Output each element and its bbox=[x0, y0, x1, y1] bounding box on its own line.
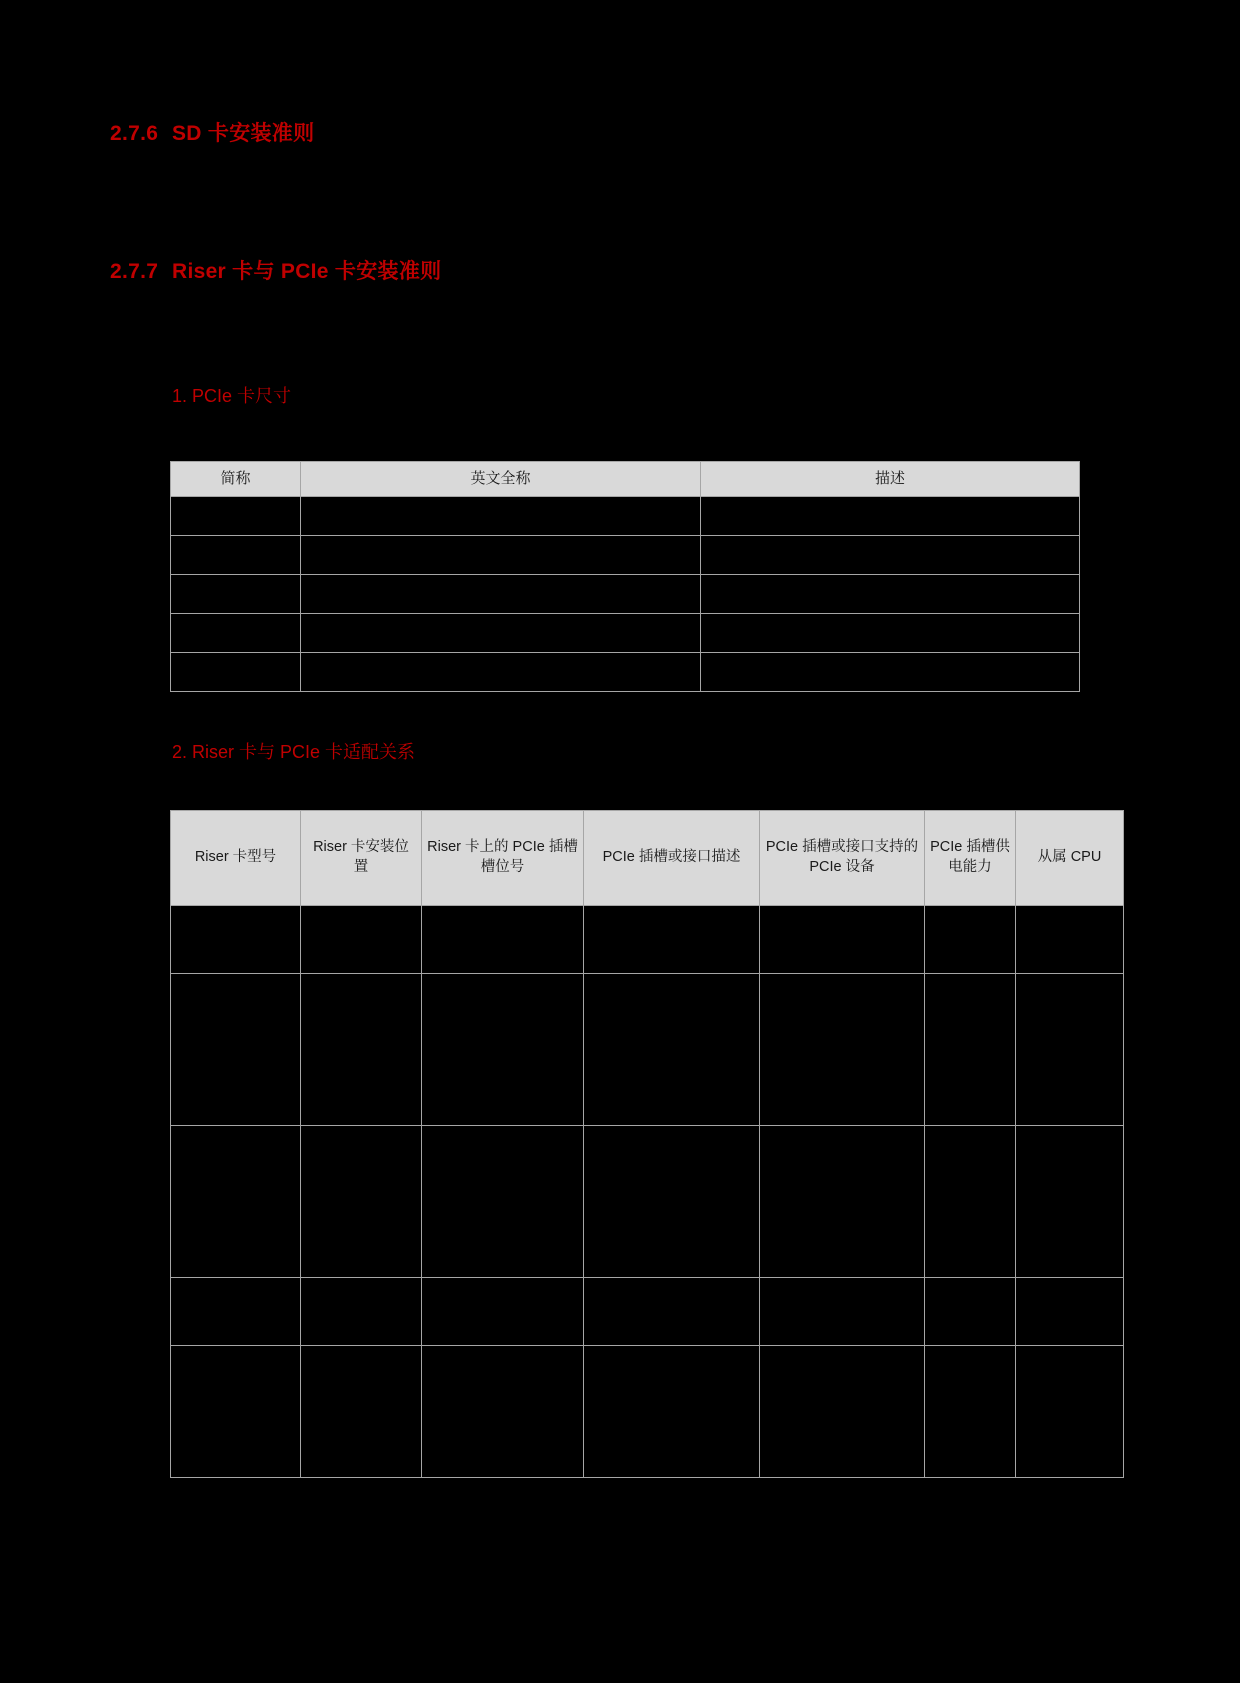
table-cell bbox=[701, 653, 1080, 692]
table-row bbox=[171, 575, 1080, 614]
column-header-description: 描述 bbox=[701, 462, 1080, 497]
table-cell bbox=[301, 974, 422, 1126]
table-cell bbox=[1016, 974, 1124, 1126]
table-cell bbox=[1016, 1346, 1124, 1478]
table-cell bbox=[925, 1346, 1016, 1478]
table-row bbox=[171, 1278, 1124, 1346]
table-cell bbox=[301, 1278, 422, 1346]
table-cell bbox=[760, 1126, 925, 1278]
table-cell bbox=[1016, 1278, 1124, 1346]
column-header-riser-model: Riser 卡型号 bbox=[171, 811, 301, 906]
table-cell bbox=[422, 1126, 584, 1278]
table-cell bbox=[301, 1126, 422, 1278]
table-riser-pcie-compatibility bbox=[170, 810, 1124, 1478]
table-cell bbox=[422, 1346, 584, 1478]
table-pcie-card-size bbox=[170, 461, 1080, 692]
heading-2-7-6-number: 2.7.6 bbox=[110, 122, 159, 145]
column-header-pcie-slot-power: PCIe 插槽供电能力 bbox=[925, 811, 1016, 906]
table-row bbox=[171, 614, 1080, 653]
heading-2-7-7-title: Riser 卡与 PCIe 卡安装准则 bbox=[172, 260, 442, 283]
table-cell bbox=[1016, 1126, 1124, 1278]
table-cell bbox=[701, 497, 1080, 536]
table-cell bbox=[422, 1278, 584, 1346]
table-riser-pcie-body bbox=[171, 906, 1124, 1478]
column-header-pcie-slot-description: PCIe 插槽或接口描述 bbox=[584, 811, 760, 906]
table-cell bbox=[584, 1126, 760, 1278]
table-cell bbox=[422, 974, 584, 1126]
heading-riser-pcie-compatibility: 2. Riser 卡与 PCIe 卡适配关系 bbox=[172, 742, 416, 762]
table-cell bbox=[584, 974, 760, 1126]
column-header-riser-install-position: Riser 卡安装位置 bbox=[301, 811, 422, 906]
table-cell bbox=[171, 1346, 301, 1478]
table-pcie-card-size-head bbox=[171, 462, 1080, 497]
column-header-abbreviation: 简称 bbox=[171, 462, 301, 497]
table-cell bbox=[584, 906, 760, 974]
table-cell bbox=[584, 1346, 760, 1478]
table-cell bbox=[171, 536, 301, 575]
table-cell bbox=[301, 536, 701, 575]
table-row bbox=[171, 1346, 1124, 1478]
table-cell bbox=[301, 906, 422, 974]
table-cell bbox=[1016, 906, 1124, 974]
table-cell bbox=[701, 575, 1080, 614]
table-cell bbox=[760, 1278, 925, 1346]
heading-2-7-7-number: 2.7.7 bbox=[110, 260, 159, 283]
table-cell bbox=[301, 614, 701, 653]
heading-pcie-card-size: 1. PCIe 卡尺寸 bbox=[172, 386, 292, 406]
column-header-english-full-name: 英文全称 bbox=[301, 462, 701, 497]
table-cell bbox=[760, 1346, 925, 1478]
table-cell bbox=[422, 906, 584, 974]
table-riser-pcie-head bbox=[171, 811, 1124, 906]
table-cell bbox=[171, 1126, 301, 1278]
table-cell bbox=[925, 906, 1016, 974]
column-header-pcie-supported-devices: PCIe 插槽或接口支持的PCIe 设备 bbox=[760, 811, 925, 906]
table-row bbox=[171, 974, 1124, 1126]
table-cell bbox=[301, 1346, 422, 1478]
table-cell bbox=[171, 653, 301, 692]
table-cell bbox=[301, 497, 701, 536]
heading-2-7-6 bbox=[110, 121, 314, 146]
table-cell bbox=[171, 614, 301, 653]
table-cell bbox=[171, 575, 301, 614]
table-row bbox=[171, 1126, 1124, 1278]
table-header-row bbox=[171, 811, 1124, 906]
table-cell bbox=[584, 1278, 760, 1346]
heading-2-7-6-title: SD 卡安装准则 bbox=[172, 122, 315, 145]
table-row bbox=[171, 497, 1080, 536]
table-header-row bbox=[171, 462, 1080, 497]
table-cell bbox=[301, 575, 701, 614]
column-header-riser-pcie-slot-number: Riser 卡上的 PCIe 插槽槽位号 bbox=[422, 811, 584, 906]
table-row bbox=[171, 653, 1080, 692]
table-cell bbox=[171, 906, 301, 974]
table-cell bbox=[925, 1126, 1016, 1278]
table-cell bbox=[925, 1278, 1016, 1346]
table-cell bbox=[171, 974, 301, 1126]
table-cell bbox=[760, 974, 925, 1126]
column-header-owning-cpu: 从属 CPU bbox=[1016, 811, 1124, 906]
table-cell bbox=[701, 536, 1080, 575]
heading-2-7-7 bbox=[110, 259, 441, 284]
table-cell bbox=[171, 497, 301, 536]
table-row bbox=[171, 906, 1124, 974]
table-cell bbox=[701, 614, 1080, 653]
table-cell bbox=[760, 906, 925, 974]
table-row bbox=[171, 536, 1080, 575]
table-cell bbox=[171, 1278, 301, 1346]
table-cell bbox=[925, 974, 1016, 1126]
table-pcie-card-size-body bbox=[171, 497, 1080, 692]
table-cell bbox=[301, 653, 701, 692]
